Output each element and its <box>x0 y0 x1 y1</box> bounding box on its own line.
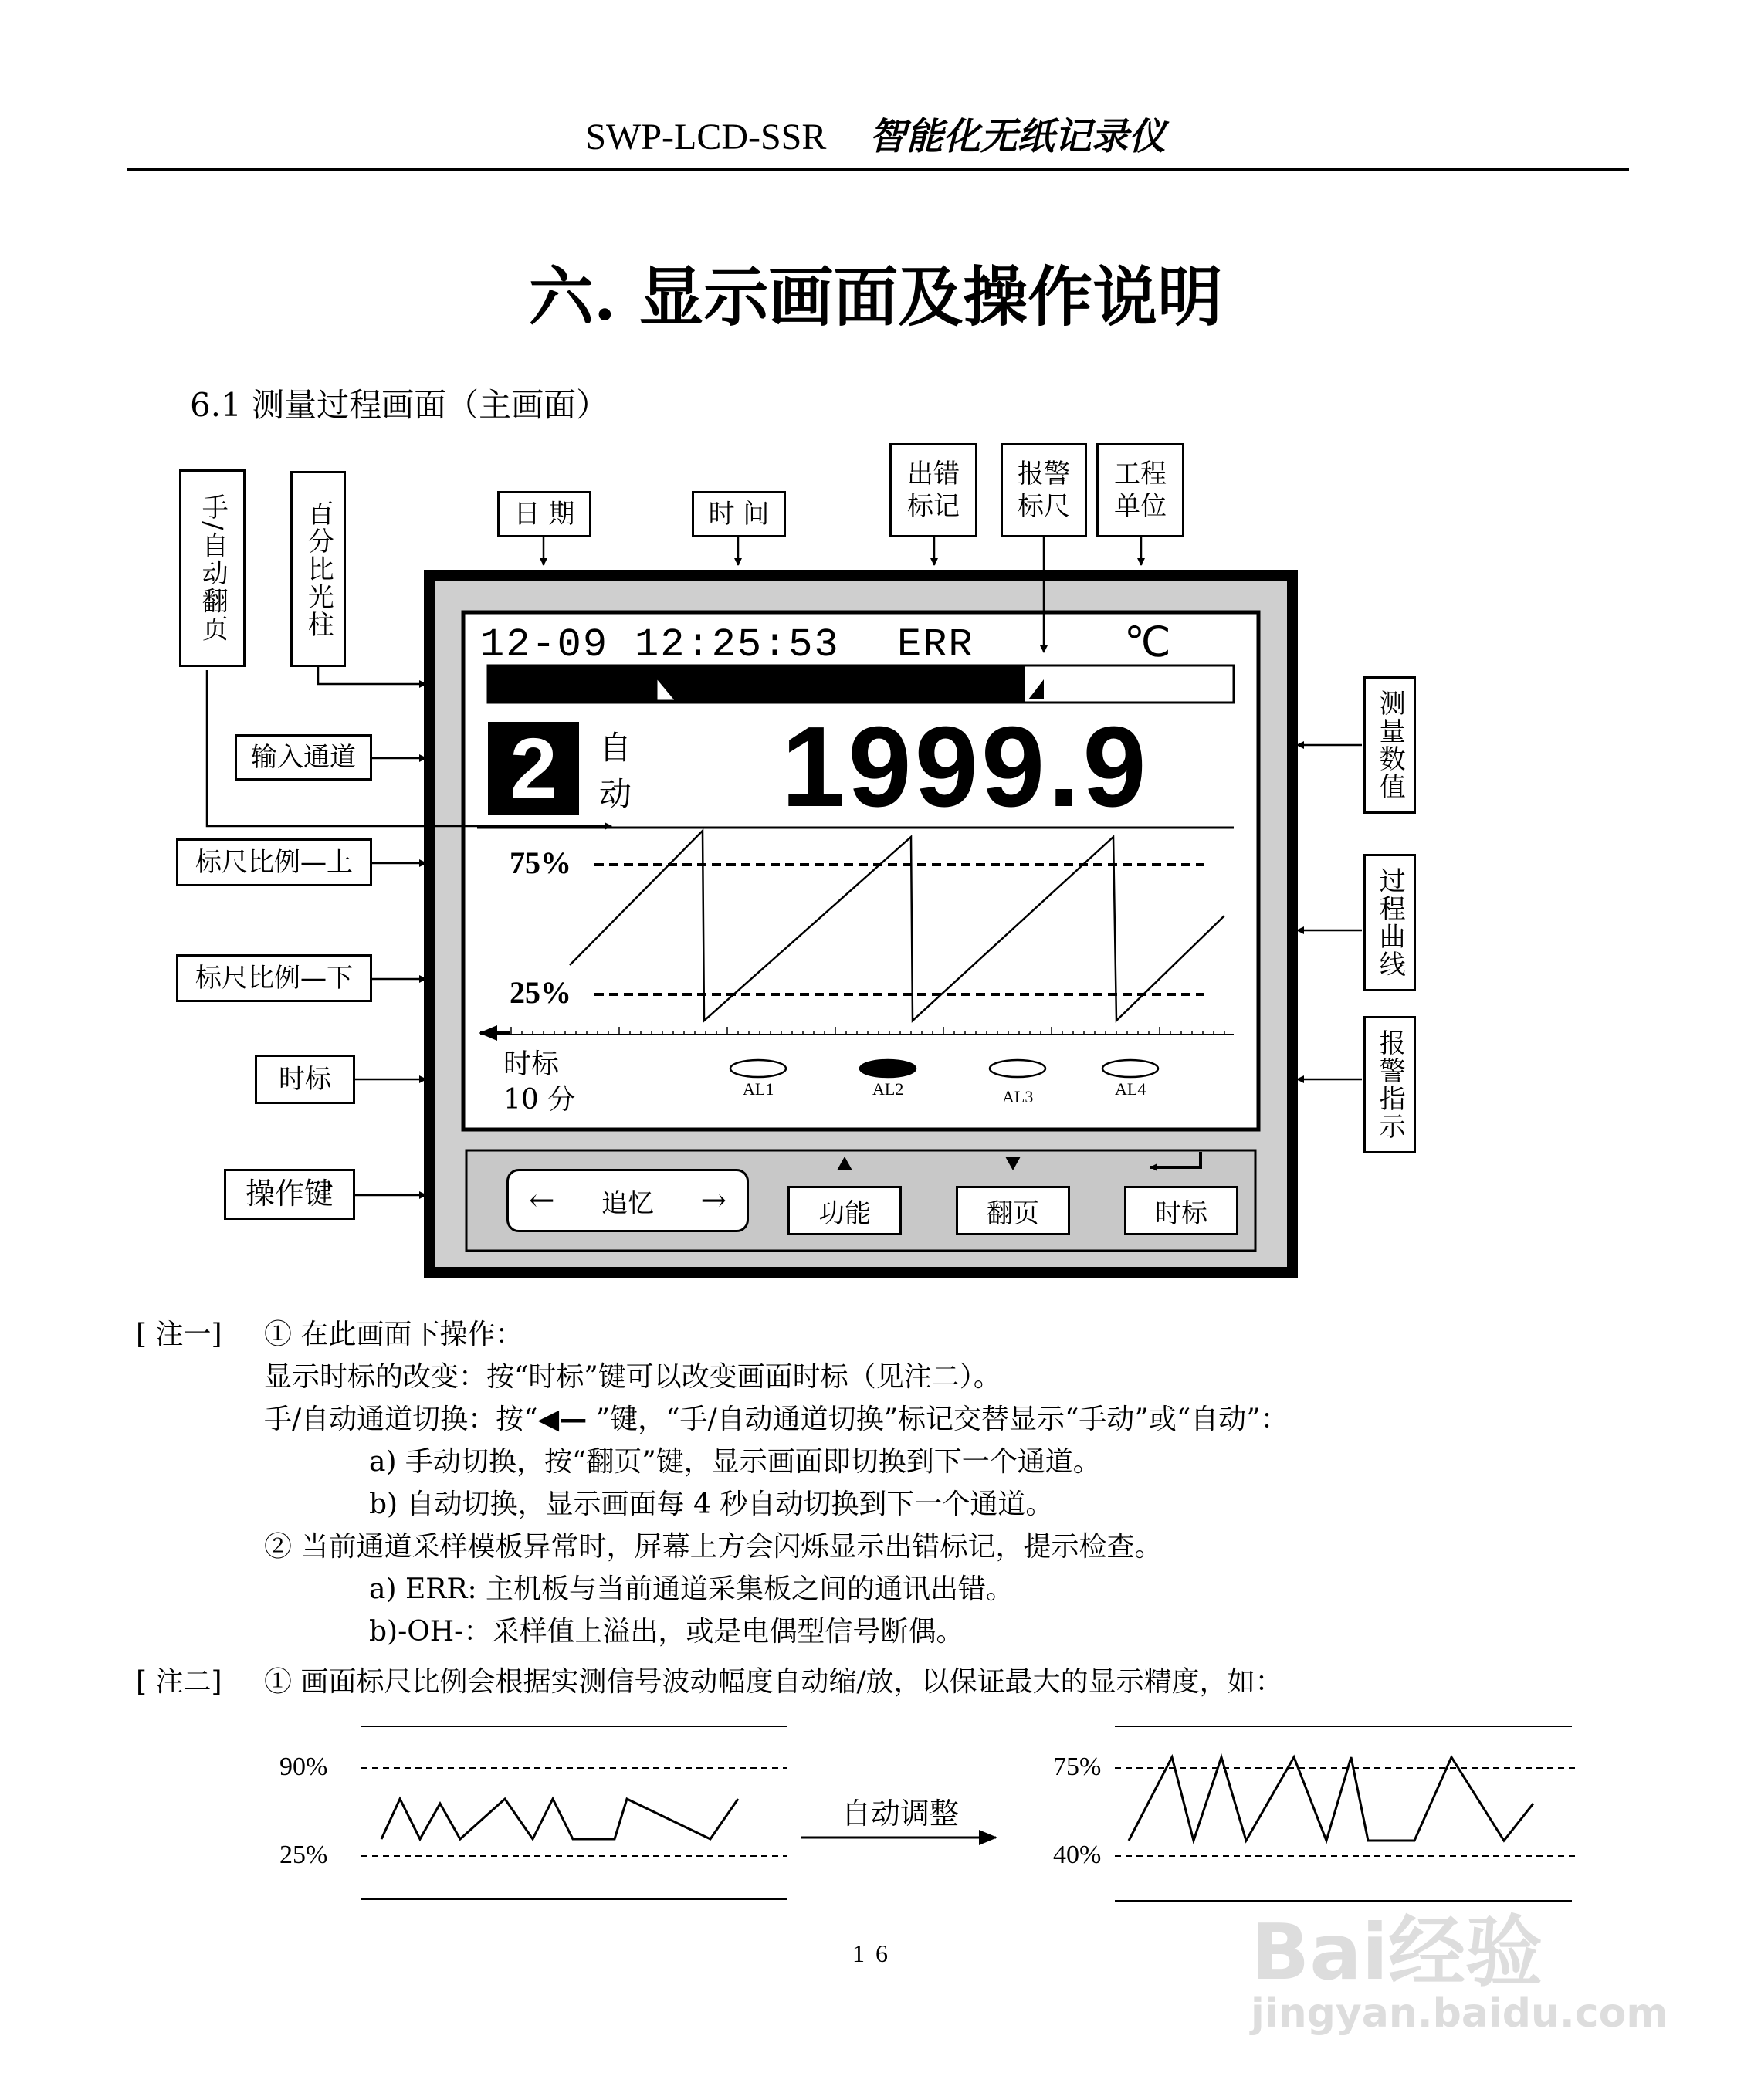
note1-line3a: 手/自动通道切换：按“ <box>264 1404 538 1435</box>
chapter-title: 六. 显示画面及操作说明 <box>528 259 1223 335</box>
timemark-key[interactable]: 时标 <box>1124 1186 1238 1235</box>
screen-timebase-label: 时标 <box>503 1048 560 1080</box>
screen-time: 12:25:53 <box>635 622 840 668</box>
example-arrow-label: 自动调整 <box>842 1797 960 1831</box>
note1-line2: 显示时标的改变：按“时标”键可以改变画面时标（见注二）。 <box>264 1361 1001 1393</box>
note1-tag: [ 注一] <box>136 1319 222 1350</box>
left-arrow-icon: ◀— <box>537 1404 588 1435</box>
note1-line3 <box>264 1397 1289 1437</box>
screen-mode-line2: 动 <box>599 775 632 813</box>
callout-eng-unit: 工程单位 <box>1096 443 1184 537</box>
model-number: SWP-LCD-SSR <box>585 117 827 158</box>
callout-scale-lower: 标尺比例—下 <box>176 954 372 1002</box>
callout-time: 时 间 <box>692 491 786 537</box>
alarm-al2-label: AL2 <box>872 1079 904 1099</box>
note2-tag: [ 注二] <box>136 1666 222 1698</box>
screen-date: 12-09 <box>480 622 609 668</box>
example-right-top: 75% <box>1053 1753 1102 1781</box>
alarm-al4-label: AL4 <box>1115 1079 1146 1099</box>
callout-alarm-indicator: 报警指示 <box>1363 1016 1416 1153</box>
screen-mode-line1: 自 <box>599 729 632 767</box>
left-arrow-icon: ← <box>529 1183 555 1218</box>
alarm-al1-label: AL1 <box>743 1079 774 1099</box>
screen-unit: ℃ <box>1124 618 1171 666</box>
alarm-al3-label: AL3 <box>1002 1087 1034 1106</box>
callout-process-curve: 过程曲线 <box>1363 854 1416 991</box>
note2-line1: ① 画面标尺比例会根据实测信号波动幅度自动缩/放，以保证最大的显示精度，如： <box>264 1666 1283 1698</box>
note1-line7: a) ERR: 主机板与当前通道采集板之间的通讯出错。 <box>369 1573 1014 1605</box>
callout-error-flag: 出错标记 <box>889 443 977 537</box>
recall-key-label: 追忆 <box>601 1187 654 1219</box>
function-key[interactable]: 功能 <box>787 1186 902 1235</box>
right-arrow-icon: → <box>700 1183 726 1218</box>
screen-channel-number: 2 <box>510 720 557 816</box>
alarm-al3-indicator <box>990 1060 1045 1077</box>
example-left-bottom: 25% <box>279 1841 328 1869</box>
screen-scale-bottom: 25% <box>510 975 571 1010</box>
example-signal-after <box>1129 1757 1533 1841</box>
note1-line3b: ”键，“手/自动通道切换”标记交替显示“手动”或“自动”： <box>587 1404 1289 1435</box>
product-name: 智能化无纸记录仪 <box>869 115 1166 158</box>
example-left-top: 90% <box>279 1753 328 1781</box>
callout-alarm-scale: 报警标尺 <box>1001 443 1087 537</box>
note1-line6: ② 当前通道采样模板异常时，屏幕上方会闪烁显示出错标记，提示检查。 <box>264 1531 1163 1563</box>
callout-manual-auto-page: 手/自动翻页 <box>179 469 246 667</box>
callout-date: 日 期 <box>497 491 591 537</box>
example-signal-before <box>381 1799 738 1839</box>
alarm-al4-indicator <box>1102 1060 1158 1077</box>
alarm-al1-indicator <box>730 1060 786 1077</box>
note1-line8: b)-OH-：采样值上溢出，或是电偶型信号断偶。 <box>369 1616 964 1648</box>
alarm-al2-indicator <box>860 1060 916 1077</box>
callout-op-keys: 操作键 <box>224 1169 355 1220</box>
section-title: 6.1 测量过程画面（主画面） <box>190 386 609 424</box>
watermark-url: jingyan.baidu.com <box>1251 1990 1668 2037</box>
callout-percent-bar: 百分比光柱 <box>290 471 346 667</box>
callout-time-mark: 时标 <box>255 1055 355 1104</box>
screen-scale-top: 75% <box>510 845 571 880</box>
callout-input-channel: 输入通道 <box>235 734 372 781</box>
page-key[interactable]: 翻页 <box>956 1186 1070 1235</box>
page-number: 16 <box>852 1939 899 1967</box>
watermark-brand: Bai经验 <box>1251 1907 1543 1997</box>
note1-line1: ① 在此画面下操作： <box>264 1319 523 1350</box>
note1-line4: a) 手动切换，按“翻页”键，显示画面即切换到下一个通道。 <box>369 1446 1101 1478</box>
example-right-bottom: 40% <box>1053 1841 1102 1869</box>
screen-measured-value: 1999.9 <box>781 703 1150 831</box>
screen-timebase-value: 10 分 <box>503 1084 576 1116</box>
percent-bar-fill <box>488 666 1025 703</box>
callout-measured-value: 测量数值 <box>1363 676 1416 814</box>
recall-key[interactable] <box>506 1169 749 1232</box>
callout-scale-upper: 标尺比例—上 <box>176 838 372 886</box>
note1-line5: b) 自动切换，显示画面每 4 秒自动切换到下一个通道。 <box>369 1489 1054 1520</box>
screen-error-flag: ERR <box>897 622 974 668</box>
